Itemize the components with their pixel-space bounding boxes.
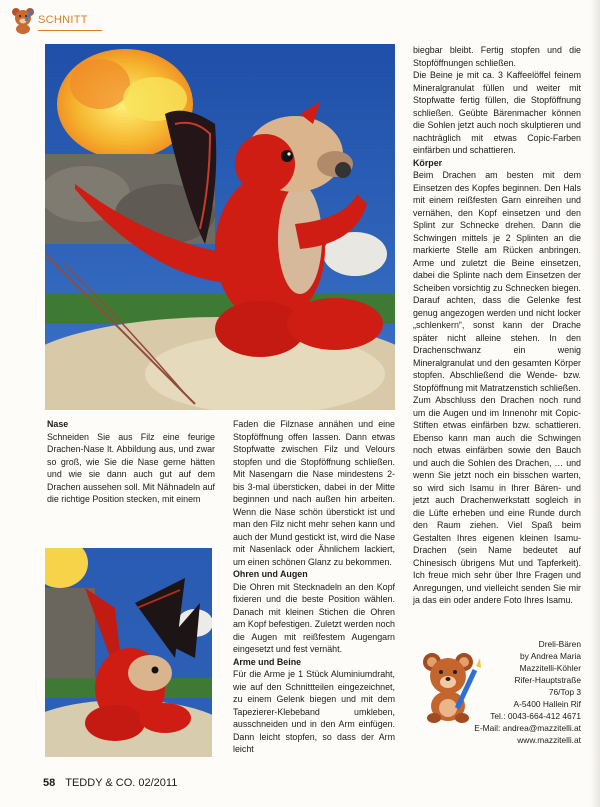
paragraph-beine: Die Beine je mit ca. 3 Kaffeelöffel feinem Mineralgranulat füllen und weiter mit Stopfwatte fertig füllen, die Stopföffnung schließen. Geübte Bärenmacher können die Sohlen jetzt auch noch skulptieren und nachträglich mit etwas Copic-Farben einfärben und schattieren. — [413, 70, 581, 155]
page-number: 58 — [43, 777, 56, 789]
credit-street: Rifer-Hauptstraße — [514, 675, 581, 685]
credit-author: Mazzitelli-Köhler — [519, 663, 581, 673]
paragraph-abschluss: Zum Abschluss den Drachen noch rund um die Augen und im Innenohr mit Copic-Stiften etwas einfärben bzw. schattieren. Ebenso kann man auch die Schwingen noch etwas einfärben sowie den Bauch und auch die Sohlen des Drachen, … und wenn Sie jetzt noch ein bisschen warten, so wird sich Isamu in Ihrer Bären- und jetzt auch Drachenwerkstatt sogleich in die Lüfte erheben und eine Runde durch den Raum ziehen. Viel Spaß beim Gestalten Ihres eigenen kleinen Isamu-Drachen (sein Name bedeutet auf Chinesisch übrigens Mut und Tapferkeit). Ich freue mich sehr über Ihre Fragen und Anregungen, und vielleicht senden Sie mir ja das ein oder andere Foto Ihres Isamu. — [413, 395, 581, 605]
credit-email: E-Mail: andrea@mazzitelli.at — [474, 723, 581, 733]
heading-arme-beine: Arme und Beine — [233, 656, 302, 667]
author-credit — [418, 638, 584, 756]
text-column-middle — [233, 418, 395, 756]
text-column-left — [47, 418, 215, 506]
credit-city: A-5400 Hallein Rif — [513, 699, 581, 709]
paragraph-arme-beine: Für die Arme je 1 Stück Aluminiumdraht, wie auf den Schnittteilen eingezeichnet, zu einem Gelenk biegen und mit dem Tapezierer-Klebeband umkleben, ausschneiden und in den Arm einfügen. Dann leicht stopfen, so dass der Arm leicht — [233, 669, 395, 754]
credit-street-number: 76/Top 3 — [548, 687, 581, 697]
heading-nase: Nase — [47, 419, 69, 429]
heading-ohren-augen: Ohren und Augen — [233, 569, 308, 579]
section-header — [10, 6, 100, 36]
section-underline — [38, 30, 102, 31]
credit-website: www.mazzitelli.at — [517, 735, 581, 745]
section-label: SCHNITT — [38, 14, 88, 26]
paragraph-ohren-augen: Die Ohren mit Stecknadeln an den Kopf fixieren und die beste Position wählen. Danach mit kleinen Stichen die Ohren am Kopf befestigen. Zuletzt werden noch die Augen mit reißfestem Augengarn eingesetzt und fest vernäht. — [233, 581, 395, 654]
main-dragon-photo — [45, 44, 395, 410]
text-column-right — [413, 44, 581, 607]
contact-info — [451, 638, 581, 746]
page-footer — [43, 777, 177, 789]
page-edge — [590, 0, 600, 807]
magazine-issue: TEDDY & CO. 02/2011 — [65, 777, 178, 789]
credit-phone: Tel.: 0043-664-412 4671 — [490, 711, 581, 721]
paragraph-nase-continued: Faden die Filznase annähen und eine Stopföffnung offen lassen. Dann etwas Stopfwatte zwischen Filz und Velours stopfen und die Stopföffnung schließen. Mit Nasengarn die Nase mindestens 2- bis 3-mal übersticken, dabei in der Mitte beginnen und nach außen hin arbeiten. Wenn die Nase schön überstickt ist und man den Filz nicht mehr sehen kann und auch der Mund gestickt ist, wird die Nase mit Nasenlack oder Ähnlichem lackiert, um einen schönen Glanz zu bekommen. — [233, 419, 395, 567]
heading-koerper: Körper — [413, 157, 443, 168]
small-dragon-photo — [45, 548, 212, 757]
paragraph-nase: Schneiden Sie aus Filz eine feurige Drachen-Nase lt. Abbildung aus, und zwar so groß, wie Sie die Nase gerne hätten und wie sie dann auch gut auf dem Drachen aussehen soll. Mit Nähnadeln auf die richtige Position stecken, mit einem — [47, 431, 215, 504]
credit-brand: Dreli-Bären — [538, 639, 581, 649]
teddy-logo-icon — [10, 6, 36, 34]
paragraph-arme-continued: biegbar bleibt. Fertig stopfen und die Stopföffnungen schließen. — [413, 45, 581, 68]
paragraph-koerper: Beim Drachen am besten mit dem Einsetzen des Kopfes beginnen. Den Hals mit einem reißfesten Garn einreihen und vernähen, den Kopf einsetzen und den Splint zur Schnecke drehen. Dann die Schwingen mittels je 2 Splinten an die markierte Stelle am Rücken anbringen. Arme und zuletzt die Beine einsetzen, dabei die Splinte nach dem Einsetzen der Scheiben vorsichtig zu Schnecken biegen. Darauf achten, dass die Gelenke fest genug angezogen werden und nicht locker „schlenkern“, sonst kann der Drache später nicht alleine stehen. In den Drachenschwanz ein wenig Mineralgranulat und den gesamten Körper stopfen. Abschließend die Wende- bzw. Stopföffnung mit Matratzenstich schließen. — [413, 170, 581, 393]
credit-line: by Andrea Maria — [520, 651, 581, 661]
